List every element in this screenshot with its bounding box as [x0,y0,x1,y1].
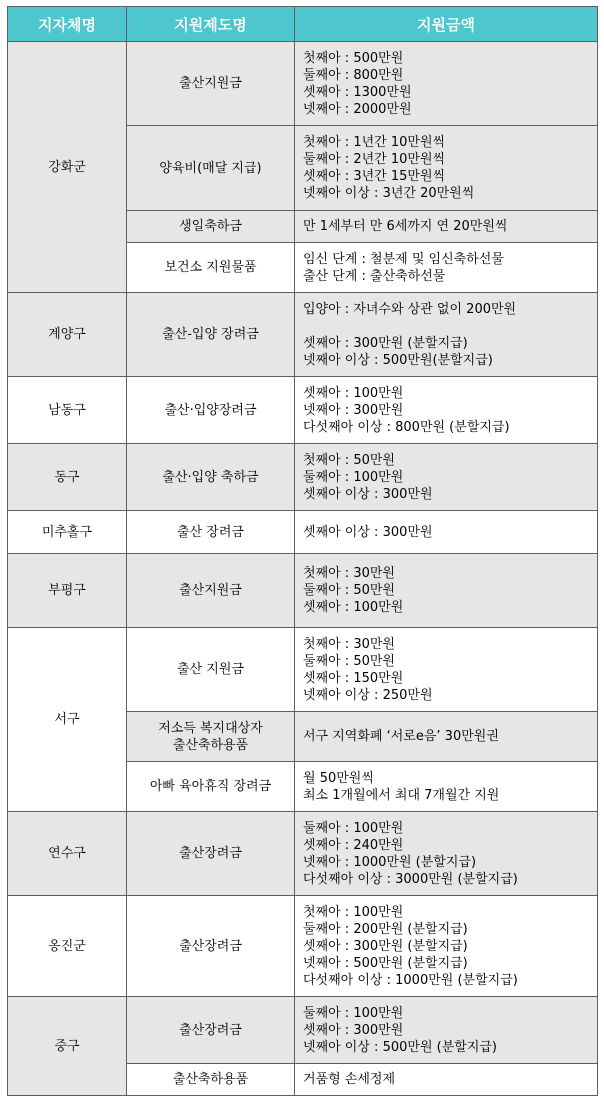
amount-cell: 첫째아 : 100만원 둘째아 : 200만원 (분할지급) 셋째아 : 300만원 (분할지급) 넷째아 : 500만원 (분할지급) 다섯째아 이상 : 1000만원 (분할지급) [295,896,598,997]
program-name: 출산·입양 축하금 [127,444,295,511]
program-name: 양육비(매달 지급) [127,126,295,211]
program-name: 저소득 복지대상자 출산축하용품 [127,712,295,762]
amount-cell: 거품형 손세정제 [295,1064,598,1096]
program-name: 출산 지원금 [127,628,295,712]
header-district: 지자체명 [8,7,127,42]
program-name: 출산 장려금 [127,511,295,554]
district-name: 계양구 [8,293,127,377]
table-row [8,42,598,126]
support-table [7,6,598,1096]
amount-cell: 둘째아 : 100만원 셋째아 : 240만원 넷째아 : 1000만원 (분할지급) 다섯째아 이상 : 3000만원 (분할지급) [295,812,598,896]
program-name: 출산장려금 [127,812,295,896]
district-name: 옹진군 [8,896,127,997]
amount-cell: 셋째아 : 100만원 넷째아 : 300만원 다섯째아 이상 : 800만원 (분할지급) [295,377,598,444]
program-name: 보건소 지원물품 [127,243,295,293]
table-row [8,444,598,511]
table-row [8,554,598,628]
header-amount: 지원금액 [295,7,598,42]
program-name: 출산·입양장려금 [127,377,295,444]
amount-cell: 서구 지역화폐 ‘서로e음’ 30만원권 [295,712,598,762]
table-row [8,628,598,712]
table-row [8,511,598,554]
amount-cell: 둘째아 : 100만원 셋째아 : 300만원 넷째아 이상 : 500만원 (분할지급) [295,997,598,1064]
amount-cell: 첫째아 : 30만원 둘째아 : 50만원 셋째아 : 100만원 [295,554,598,628]
table-row [8,812,598,896]
program-name: 출산장려금 [127,896,295,997]
program-name: 출산축하용품 [127,1064,295,1096]
amount-cell: 월 50만원씩 최소 1개월에서 최대 7개월간 지원 [295,762,598,812]
table-row [8,896,598,997]
header-row [8,7,598,42]
amount-cell: 첫째아 : 1년간 10만원씩 둘째아 : 2년간 10만원씩 셋째아 : 3년간 15만원씩 넷째아 이상 : 3년간 20만원씩 [295,126,598,211]
program-name: 생일축하금 [127,211,295,243]
table-row [8,997,598,1064]
district-name: 서구 [8,628,127,812]
district-name: 강화군 [8,42,127,293]
header-program: 지원제도명 [127,7,295,42]
amount-cell: 첫째아 : 50만원 둘째아 : 100만원 셋째아 이상 : 300만원 [295,444,598,511]
table-row [8,377,598,444]
district-name: 연수구 [8,812,127,896]
amount-cell: 셋째아 이상 : 300만원 [295,511,598,554]
program-name: 출산-입양 장려금 [127,293,295,377]
amount-cell: 첫째아 : 30만원 둘째아 : 50만원 셋째아 : 150만원 넷째아 이상 : 250만원 [295,628,598,712]
district-name: 미추홀구 [8,511,127,554]
amount-cell: 임신 단계 : 철분제 및 임신축하선물 출산 단계 : 출산축하선물 [295,243,598,293]
amount-cell: 만 1세부터 만 6세까지 연 20만원씩 [295,211,598,243]
table-row [8,293,598,377]
amount-cell: 첫째아 : 500만원 둘째아 : 800만원 셋째아 : 1300만원 넷째아 : 2000만원 [295,42,598,126]
program-name: 출산지원금 [127,554,295,628]
district-name: 동구 [8,444,127,511]
program-name: 출산장려금 [127,997,295,1064]
amount-cell: 입양아 : 자녀수와 상관 없이 200만원 셋째아 : 300만원 (분할지급) 넷째아 이상 : 500만원(분할지급) [295,293,598,377]
district-name: 부평구 [8,554,127,628]
program-name: 아빠 육아휴직 장려금 [127,762,295,812]
district-name: 중구 [8,997,127,1096]
program-name: 출산지원금 [127,42,295,126]
district-name: 남동구 [8,377,127,444]
